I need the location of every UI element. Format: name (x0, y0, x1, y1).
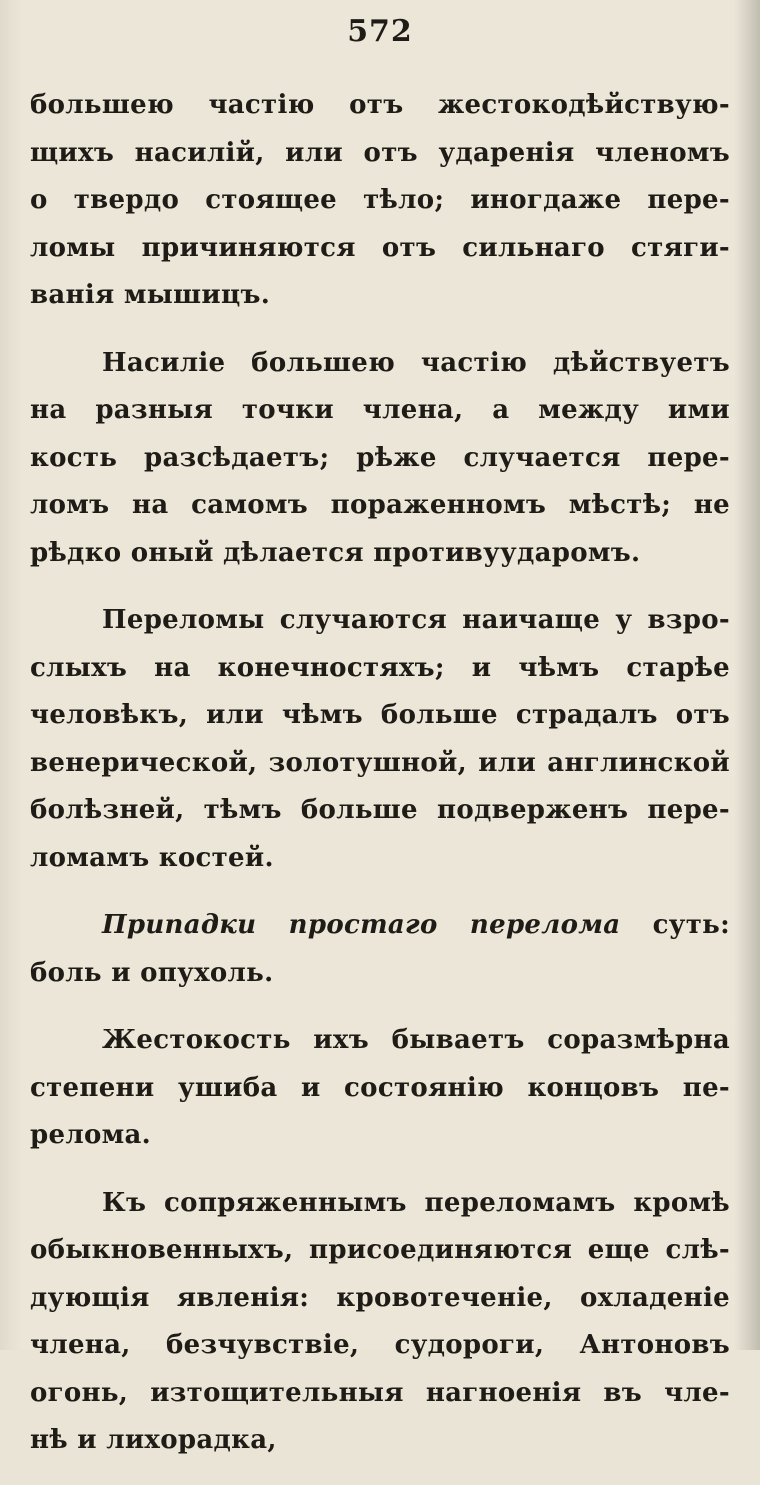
text-line: нѣ и лихорадка, (30, 1425, 277, 1455)
text-line: щихъ насилій, или отъ ударенія членомъ (30, 137, 730, 168)
italic-lead: Припадки простаго перелома (102, 910, 621, 940)
text-line: кость разсѣдаетъ; рѣже случается пере- (30, 442, 730, 473)
text-line: ломы причиняются отъ сильнаго стяги- (30, 232, 730, 263)
paragraph-2 (30, 340, 730, 578)
text-line: ломъ на самомъ пораженномъ мѣстѣ; не (30, 490, 730, 520)
text-line: слыхъ на конечностяхъ; и чѣмъ старѣе (30, 652, 730, 683)
lead-rest: суть: (620, 910, 731, 940)
text-line: человѣкъ, или чѣмъ больше страдалъ отъ (30, 700, 730, 730)
text-line: Къ сопряженнымъ переломамъ кромѣ (102, 1187, 730, 1218)
page-text (30, 82, 730, 1485)
text-line: болѣзней, тѣмъ больше подверженъ пере- (30, 795, 730, 825)
paragraph-3 (30, 597, 730, 882)
text-line: Насиліе большею частію дѣйствуетъ (102, 347, 730, 378)
text-line: Переломы случаются наичаще у взро- (102, 605, 730, 635)
paragraph-5 (30, 1017, 730, 1160)
text-line: о твердо стоящее тѣло; иногдаже пере- (30, 185, 730, 215)
text-line: релома. (30, 1120, 151, 1150)
text-line: Жестокость ихъ бываетъ соразмѣрна (102, 1025, 730, 1055)
text-line: рѣдко оный дѣлается противуударомъ. (30, 537, 641, 568)
page-number: 572 (347, 14, 413, 49)
text-line: венерической, золотушной, или англинской (30, 747, 730, 778)
text-line (30, 902, 730, 950)
text-line: большею частію отъ жестокодѣйствую- (30, 90, 730, 120)
paragraph-4 (30, 902, 730, 997)
text-line: обыкновенныхъ, присоединяются еще слѣ- (30, 1235, 730, 1265)
text-line: ванія мышицъ. (30, 280, 271, 310)
paragraph-1 (30, 82, 730, 320)
text-line: дующія явленія: кровотеченіе, охладеніе (30, 1282, 730, 1313)
text-line: боль и опухоль. (30, 957, 274, 988)
text-line: степени ушиба и состоянію концовъ пе- (30, 1072, 730, 1103)
text-line: на разныя точки члена, а между ими (30, 395, 730, 425)
paragraph-6 (30, 1180, 730, 1465)
text-line: ломамъ костей. (30, 842, 274, 873)
text-line: члена, безчувствіе, судороги, Антоновъ (30, 1330, 730, 1360)
text-line: огонь, изтощительныя нагноенія въ чле- (30, 1377, 730, 1408)
